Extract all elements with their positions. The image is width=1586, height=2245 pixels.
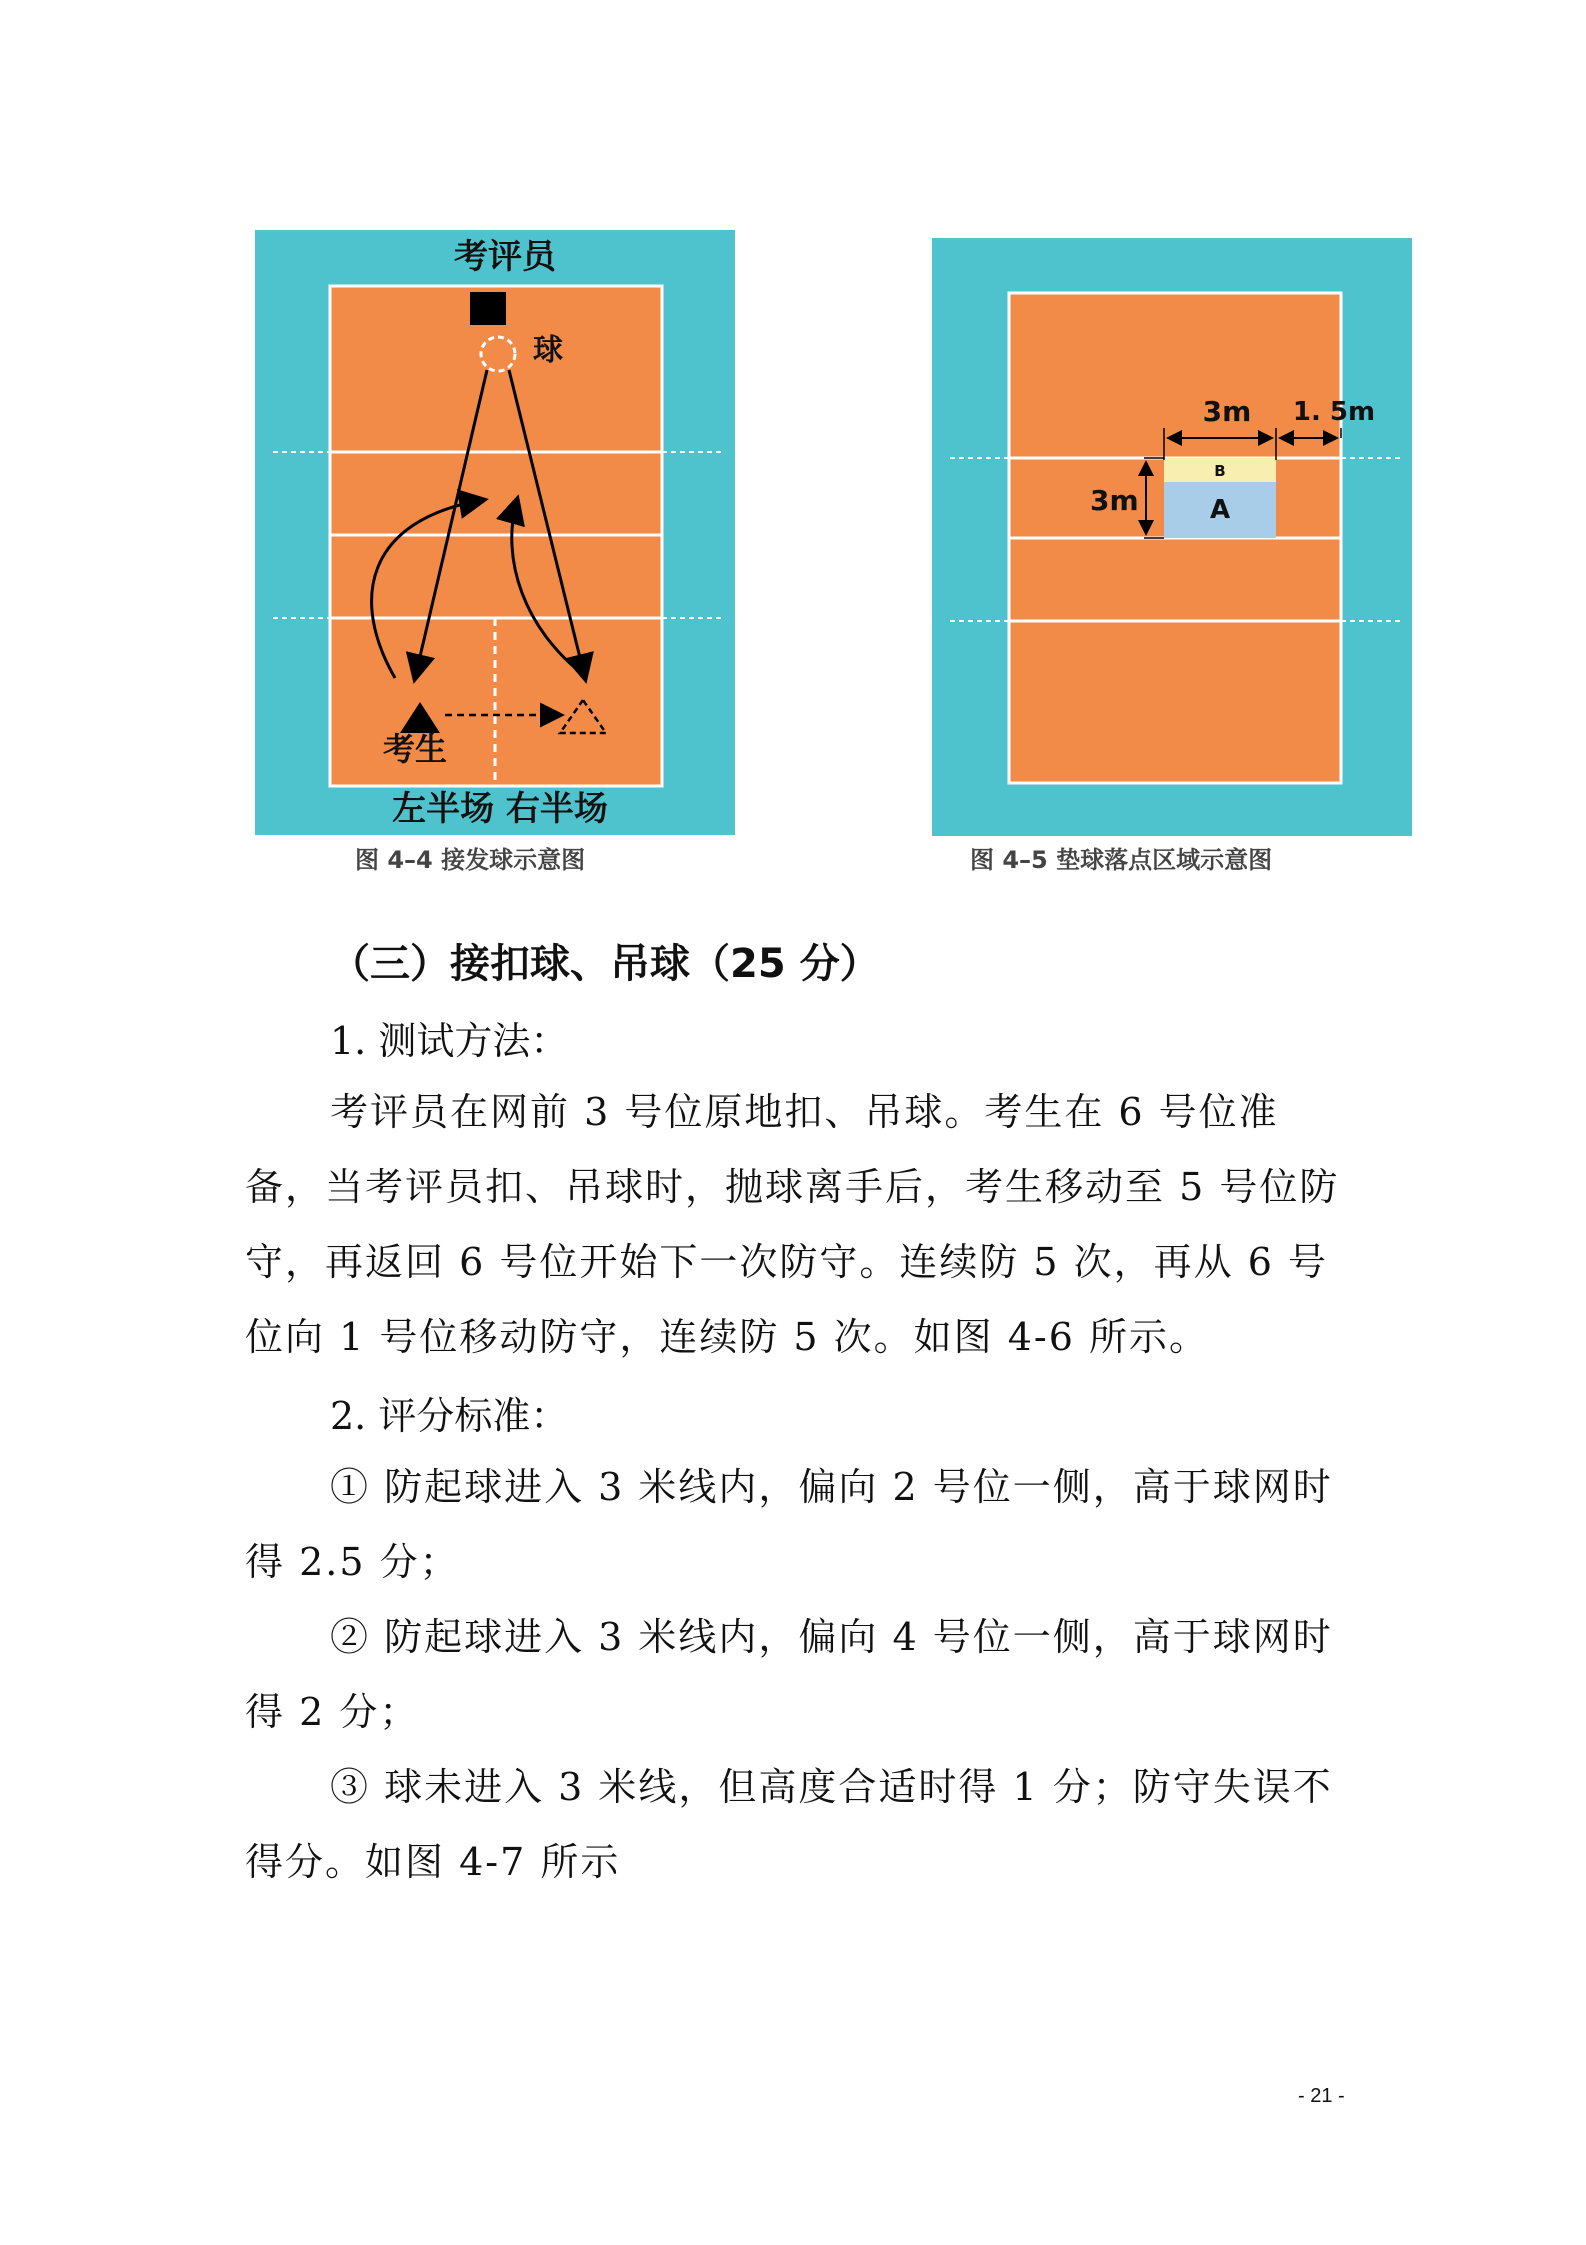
ball-label: 球 — [533, 333, 563, 368]
figure-caption-4-4: 图 4–4 接发球示意图 — [355, 846, 586, 874]
scoring-title: 2. 评分标准： — [330, 1394, 569, 1438]
court-diagram-left — [255, 230, 735, 835]
dim-offset-label: 1. 5m — [1292, 397, 1376, 427]
figure-dig-landing-zone-diagram — [932, 238, 1412, 836]
figure-caption-4-5: 图 4–5 垫球落点区域示意图 — [970, 846, 1273, 874]
court-diagram-right — [932, 238, 1412, 836]
test-method-text: 考评员在网前 3 号位原地扣、吊球。考生在 6 号位准备，当考评员扣、吊球时，抛球离手后，考生移动至 5 号位防守，再返回 6 号位开始下一次防守。连续防 5 次，再从 6 号位向 1 号位移动防守，连续防 5 次。如图 4-6 所示。 — [245, 1090, 1340, 1359]
scoring-item: ③ 球未进入 3 米线，但高度合适时得 1 分；防守失误不得分。如图 4-7 所示 — [245, 1765, 1333, 1884]
dim-height-label: 3m — [1090, 484, 1139, 517]
scoring-item: ① 防起球进入 3 米线内，偏向 2 号位一侧，高于球网时得 2.5 分； — [245, 1465, 1333, 1584]
examiner-label: 考评员 — [454, 237, 556, 277]
dim-width-label: 3m — [1202, 395, 1252, 428]
figure-serve-reception-diagram — [255, 230, 735, 835]
scoring-list — [245, 1450, 1350, 1900]
half-court-labels: 左半场 右半场 — [392, 789, 608, 829]
test-method-title: 1. 测试方法： — [330, 1019, 569, 1063]
test-method-paragraph — [245, 1075, 1350, 1375]
examiner-marker — [470, 292, 506, 325]
scoring-item: ② 防起球进入 3 米线内，偏向 4 号位一侧，高于球网时得 2 分； — [245, 1615, 1333, 1734]
student-label: 考生 — [382, 730, 448, 768]
zone-a-label: A — [1209, 495, 1231, 525]
zone-b-label: B — [1214, 462, 1226, 480]
page-number: - 21 - — [1298, 2085, 1345, 2107]
section-heading: （三）接扣球、吊球（25 分） — [330, 941, 880, 987]
